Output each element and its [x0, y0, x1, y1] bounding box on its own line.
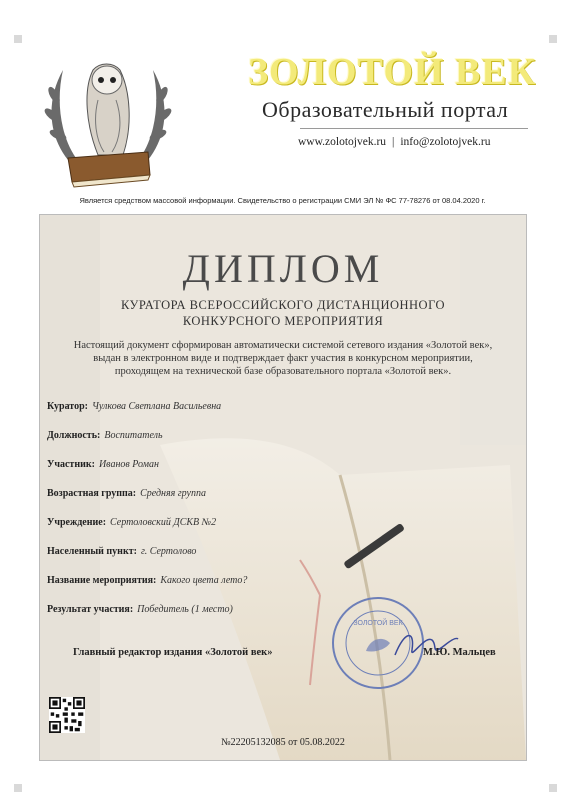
- signature-icon: [390, 625, 460, 665]
- field-result: [47, 604, 233, 615]
- brand-title: ЗОЛОТОЙ ВЕК: [248, 51, 537, 93]
- subtitle-line: КОНКУРСНОГО МЕРОПРИЯТИЯ: [182, 314, 384, 328]
- field-value: Воспитатель: [104, 430, 163, 441]
- field-participant: [47, 459, 159, 470]
- editor-label: Главный редактор издания «Золотой век»: [73, 647, 273, 658]
- field-value: Чулкова Светлана Васильевна: [91, 401, 222, 412]
- email-link[interactable]: info@zolotojvek.ru: [400, 136, 491, 148]
- intro-text: [70, 339, 496, 378]
- field-value: Какого цвета лето?: [160, 575, 248, 586]
- header: [0, 0, 565, 205]
- contacts: [298, 136, 490, 148]
- field-label: Учреждение:: [47, 517, 107, 528]
- portal-subtitle: Образовательный портал: [262, 97, 509, 122]
- field-value: Средняя группа: [140, 488, 206, 499]
- field-value: Победитель (1 место): [137, 604, 233, 615]
- field-label: Название мероприятия:: [47, 575, 157, 586]
- diploma-title: ДИПЛОМ: [182, 246, 384, 291]
- field-curator: [47, 401, 221, 412]
- field-label: Результат участия:: [47, 604, 134, 615]
- field-age-group: [47, 488, 206, 499]
- corner-mark: [549, 784, 557, 792]
- intro-line: проходящем на технической базе образовательного портала «Золотой век».: [114, 366, 452, 377]
- document-number: №22205132085 от 05.08.2022: [221, 737, 345, 748]
- diploma-frame: [39, 214, 527, 761]
- field-label: Участник:: [47, 459, 95, 470]
- field-institution: [47, 517, 216, 528]
- field-label: Возрастная группа:: [47, 488, 137, 499]
- field-label: Куратор:: [47, 401, 88, 412]
- field-label: Населенный пункт:: [47, 546, 137, 557]
- field-value: Сертоловский ДСКВ №2: [110, 517, 217, 528]
- header-divider: [300, 128, 528, 129]
- field-position: [47, 430, 163, 441]
- editor-name: М.Ю. Мальцев: [423, 647, 496, 658]
- qr-code-icon: [49, 697, 85, 733]
- field-value: Иванов Роман: [98, 459, 159, 470]
- subtitle-line: КУРАТОРА ВСЕРОССИЙСКОГО ДИСТАНЦИОННОГО: [120, 298, 446, 312]
- field-label: Должность:: [47, 430, 101, 441]
- field-value: г. Сертолово: [140, 546, 197, 557]
- owl-on-book-logo-icon: [38, 40, 178, 195]
- diploma-subtitle: [90, 297, 476, 329]
- intro-line: Настоящий документ сформирован автоматически системой сетевого издания «Золотой век»,: [73, 340, 493, 351]
- smi-registration-notice: Является средством массовой информации. Свидетельство о регистрации СМИ ЭЛ № ФС 77-78276 от 08.04.2020 г.: [79, 196, 486, 205]
- field-locality: [47, 546, 196, 557]
- intro-line: выдан в электронном виде и подтверждает факт участия в конкурсном мероприятии,: [93, 353, 473, 364]
- stamp-text: ЗОЛОТОЙ ВЕК: [353, 620, 403, 627]
- contact-separator: |: [392, 136, 395, 148]
- field-event-name: [47, 575, 247, 586]
- website-link[interactable]: www.zolotojvek.ru: [298, 136, 387, 148]
- corner-mark: [14, 784, 22, 792]
